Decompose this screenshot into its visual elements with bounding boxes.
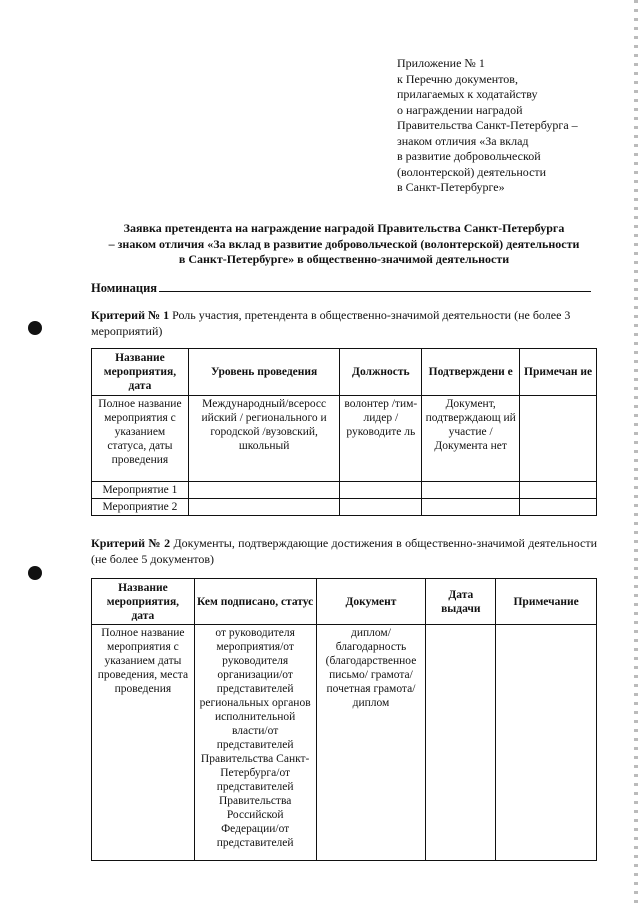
criterion-1-text: Роль участия, претендента в общественно-значимой деятельности (не более 3 мероприятий) [91, 308, 571, 338]
table1-empty-cell [520, 499, 597, 516]
appendix-line: в развитие добровольческой [397, 149, 541, 163]
table2-cell-issue-date [426, 625, 496, 861]
title-line: в Санкт-Петербурге» в общественно-значимой деятельности [178, 252, 510, 266]
criterion-2-table [91, 578, 597, 861]
table1-event-2-label: Мероприятие 2 [92, 499, 189, 516]
binder-hole-top [28, 321, 42, 335]
appendix-line: прилагаемых к ходатайству [397, 87, 538, 101]
appendix-line: в Санкт-Петербурге» [397, 180, 505, 194]
table1-cell-event: Полное название мероприятия с указанием статуса, даты проведения [92, 396, 189, 482]
table1-empty-cell [188, 482, 340, 499]
appendix-line: к Перечню документов, [397, 71, 518, 86]
appendix-line: знаком отличия «За вклад [397, 133, 529, 148]
table1-cell-position: волонтер /тим-лидер /руководите ль [340, 396, 422, 482]
criterion-2-text: Документы, подтверждающие достижения в общественно-значимой деятельности (не более 5 документов) [91, 536, 597, 566]
table1-empty-cell [422, 499, 520, 516]
table2-cell-event: Полное название мероприятия с указанием даты проведения, места проведения [92, 625, 195, 861]
table2-header-document: Документ [316, 579, 426, 625]
appendix-line: (волонтерской) деятельности [397, 164, 547, 179]
table1-header-event: Название мероприятия, дата [92, 349, 189, 396]
table1-header-level: Уровень проведения [188, 349, 340, 396]
scan-edge [634, 0, 638, 905]
criterion-1-table [91, 348, 597, 516]
table1-header-position: Должность [340, 349, 422, 396]
table1-cell-level: Международный/всеросс ийский / регионального и городской /вузовский, школьный [188, 396, 340, 482]
table1-empty-cell [188, 499, 340, 516]
table1-header-note: Примечан ие [520, 349, 597, 396]
table2-cell-signed-by: от руководителя мероприятия/от руководителя организации/от представителей региональных органов исполнительной власти/от представителей Правительства Санкт-Петербурга/от представителей Правительства Российской Федерации/от представителей [194, 625, 316, 861]
appendix-line: о награждении наградой [397, 102, 523, 117]
table1-event-1-label: Мероприятие 1 [92, 482, 189, 499]
binder-hole-bottom [28, 566, 42, 580]
table2-header-event: Название мероприятия, дата [92, 579, 195, 625]
table2-header-note: Примечание [496, 579, 597, 625]
table2-cell-document: диплом/ благодарность (благодарственное письмо/ грамота/ почетная грамота/диплом [316, 625, 426, 861]
table1-empty-cell [520, 482, 597, 499]
title-line: Заявка претендента на награждение наградой Правительства Санкт-Петербурга [123, 221, 565, 235]
nomination-blank-line[interactable] [159, 280, 591, 292]
table2-cell-note [496, 625, 597, 861]
criterion-1 [91, 307, 597, 339]
nomination-label: Номинация [91, 281, 158, 295]
table1-header-confirmation: Подтверждени е [422, 349, 520, 396]
appendix-line: Правительства Санкт-Петербурга – [397, 118, 578, 132]
criterion-1-label: Критерий № 1 [91, 308, 170, 322]
document-title [84, 221, 604, 268]
table1-cell-note [520, 396, 597, 482]
table1-empty-cell [422, 482, 520, 499]
table1-empty-cell [340, 482, 422, 499]
table2-header-issue-date: Дата выдачи [426, 579, 496, 625]
criterion-2-label: Критерий № 2 [91, 536, 171, 550]
appendix-note [397, 56, 607, 196]
nomination-field [91, 280, 591, 296]
table2-header-signed-by: Кем подписано, статус [194, 579, 316, 625]
table1-cell-confirmation: Документ, подтверждающ ий участие / Документа нет [422, 396, 520, 482]
appendix-line: Приложение № 1 [397, 56, 485, 70]
table1-empty-cell [340, 499, 422, 516]
title-line: – знаком отличия «За вклад в развитие добровольческой (волонтерской) деятельности [108, 236, 580, 251]
criterion-2 [91, 535, 597, 567]
